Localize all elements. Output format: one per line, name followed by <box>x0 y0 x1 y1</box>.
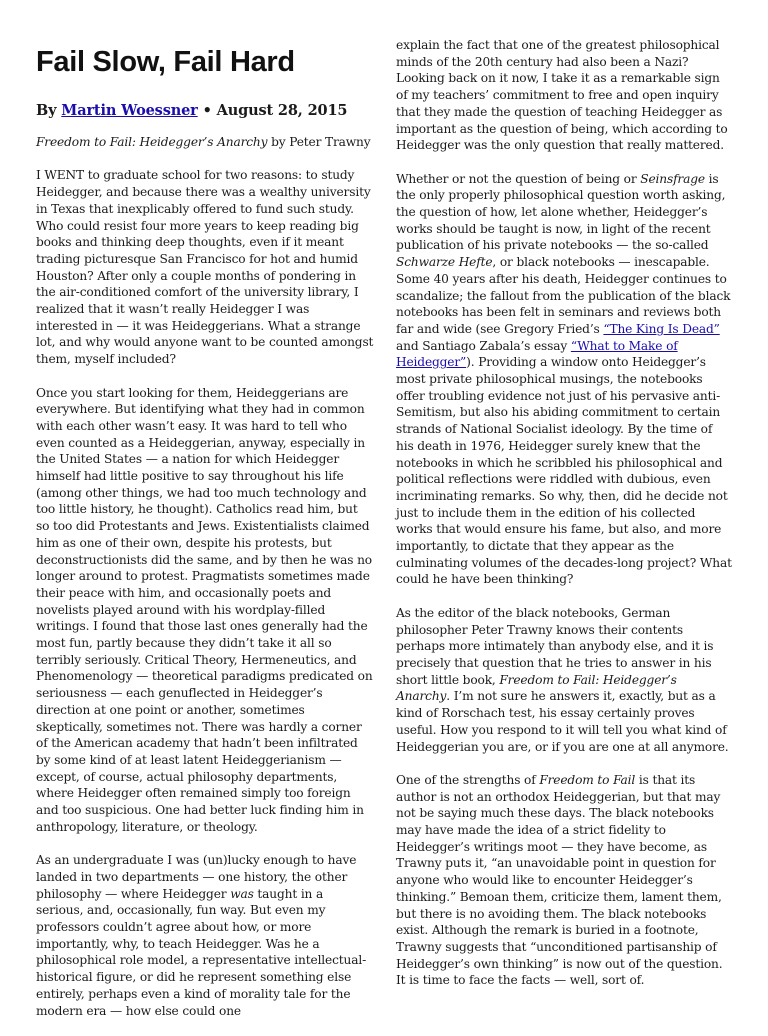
paragraph-4-text-b: is the only properly philosophical question worth asking, the question of how, let alone whether, Heidegger’s works should be taught is now, in light of the recent publication of his private notebooks — the so-called <box>396 171 726 253</box>
paragraph-3-emphasis: was <box>230 886 254 901</box>
right-column <box>396 37 732 1006</box>
byline-separator: • <box>197 102 217 119</box>
book-author: by Peter Trawny <box>267 135 371 149</box>
paragraph-4-text-d: and Santiago Zabala’s essay <box>396 338 571 353</box>
paragraph-5-text-b: . I’m not sure he answers it, exactly, but as a kind of Rorschach test, his essay certainly proves useful. How you respond to it will tell you what kind of Heideggerian you are, or if you are one at all anymore. <box>396 689 729 754</box>
author-link[interactable]: Martin Woessner <box>61 102 198 119</box>
what-to-make-of-heidegger-link[interactable]: “What to Make of Heidegger” <box>396 338 678 370</box>
paragraph-4-text-c: , or black notebooks — inescapable. Some 40 years after his death, Heidegger continues to scandalize; the fallout from the publication of the black notebooks has been felt in seminars and reviews both far and wide (see Gregory Fried’s <box>396 255 731 336</box>
paragraph-6-book-title: Freedom to Fail <box>539 772 636 787</box>
paragraph-5-text-a: As the editor of the black notebooks, German philosopher Peter Trawny knows their contents perhaps more intimately than anybody else, and it is precisely that question that he tries to answer in his short little book, <box>396 605 714 687</box>
paragraph-4 <box>396 171 732 589</box>
paragraph-6-text-b: is that its author is not an orthodox Heideggerian, but that may not be saying much these days. The black notebooks may have made the idea of a strict fidelity to Heidegger’s writings moot — they have become, as Trawny puts it, “an unavoidable point in question for anyone who would like to encounter Heidegger’s thinking.” Bemoan them, criticize them, lament them, but there is no avoiding them. The black notebooks exist. Although the remark is buried in a footnote, Trawny suggests that “unconditioned partisanship of Heidegger’s own thinking” is now out of the question. It is time to face the facts — well, sort of. <box>396 772 723 988</box>
paragraph-3-text-a: As an undergraduate I was (un)lucky enough to have landed in two departments — one history, the other philosophy — where Heidegger <box>36 853 357 901</box>
paragraph-3-continued: explain the fact that one of the greatest philosophical minds of the 20th century had also been a Nazi? Looking back on it now, I take it as a remarkable sign of my teachers’ commitment to free and open inquiry that they made the question of teaching Heidegger as important as the question of being, which according to Heidegger was the only question that really mattered. <box>396 38 728 153</box>
publish-date: August 28, 2015 <box>216 102 348 119</box>
paragraph-5-book-title: Freedom to Fail: Heidegger’s Anarchy <box>396 672 677 704</box>
king-is-dead-link[interactable]: “The King Is Dead” <box>603 321 720 336</box>
book-subtitle <box>36 134 374 151</box>
seinsfrage-term: Seinsfrage <box>640 171 705 186</box>
paragraph-5 <box>396 605 732 755</box>
byline <box>36 102 374 120</box>
schwarze-hefte-term: Schwarze Hefte <box>396 255 493 270</box>
paragraph-4-text-e: ). Providing a window onto Heidegger’s most private philosophical musings, the notebooks offer troubling evidence not just of his pervasive anti-Semitism, but also his abiding commitment to certain strands of National Socialist ideology. By the time of his death in 1976, Heidegger surely knew that the notebooks in which he scribbled his philosophical and political reflections were riddled with dubious, even incriminating remarks. So why, then, did he decide not just to include them in the edition of his collected works that would ensure his fame, but also, and more importantly, to dictate that they appear as the culminating volumes of the decades-long project? What could he have been thinking? <box>396 355 732 587</box>
paragraph-2: Once you start looking for them, Heideggerians are everywhere. But identifying what they had in common with each other wasn’t easy. It was hard to tell who even counted as a Heideggerian, anyway, especially in the United States — a nation for which Heidegger himself had little positive to say throughout his life (among other things, we had too much technology and too little history, he thought). Catholics read him, but so too did Protestants and Jews. Existentialists claimed him as one of their own, despite his protests, but deconstructionists did the same, and by then he was no longer around to protest. Pragmatists sometimes made their peace with him, and occasionally poets and novelists played around with his wordplay-filled writings. I found that those last ones generally had the most fun, partly because they didn’t take it all so terribly seriously. Critical Theory, Hermeneutics, and Phenomenology — theoretical paradigms predicated on seriousness — each genuflected in Heidegger’s direction at one point or another, sometimes skeptically, sometimes not. There was hardly a corner of the American academy that hadn’t been infiltrated by some kind of at least latent Heideggerianism —except, of course, actual philosophy departments, where Heidegger often remained simply too foreign and too suspicious. One had better luck finding him in anthropology, literature, or theology. <box>36 385 373 834</box>
paragraph-1: I WENT to graduate school for two reasons: to study Heidegger, and because there was a wealthy university in Texas that inexplicably offered to fund such study. Who could resist four more years to keep reading big books and thinking deep thoughts, even if it meant trading picturesque San Francisco for hot and humid Houston? After only a couple months of pondering in the air-conditioned comfort of the university library, I realized that it wasn’t really Heidegger I was interested in — it was Heideggerians. What a strange lot, and why would anyone want to be counted amongst them, myself included? <box>36 168 374 367</box>
left-column <box>36 0 374 1036</box>
paragraph-3 <box>36 852 374 1019</box>
paragraph-6 <box>396 772 732 989</box>
byline-prefix: By <box>36 102 57 119</box>
paragraph-3-text-b: taught in a serious, and, occasionally, fun way. But even my professors couldn’t agree about how, or more importantly, why, to teach Heidegger. Was he a philosophical role model, a representative intellectual-historical figure, or did he represent something else entirely, perhaps even a kind of morality tale for the modern era — how else could one <box>36 886 367 1018</box>
paragraph-6-text-a: One of the strengths of <box>396 772 540 787</box>
paragraph-4-text-a: Whether or not the question of being or <box>396 171 641 186</box>
book-title: Freedom to Fail: Heidegger’s Anarchy <box>36 135 268 149</box>
article-title: Fail Slow, Fail Hard <box>36 46 295 78</box>
